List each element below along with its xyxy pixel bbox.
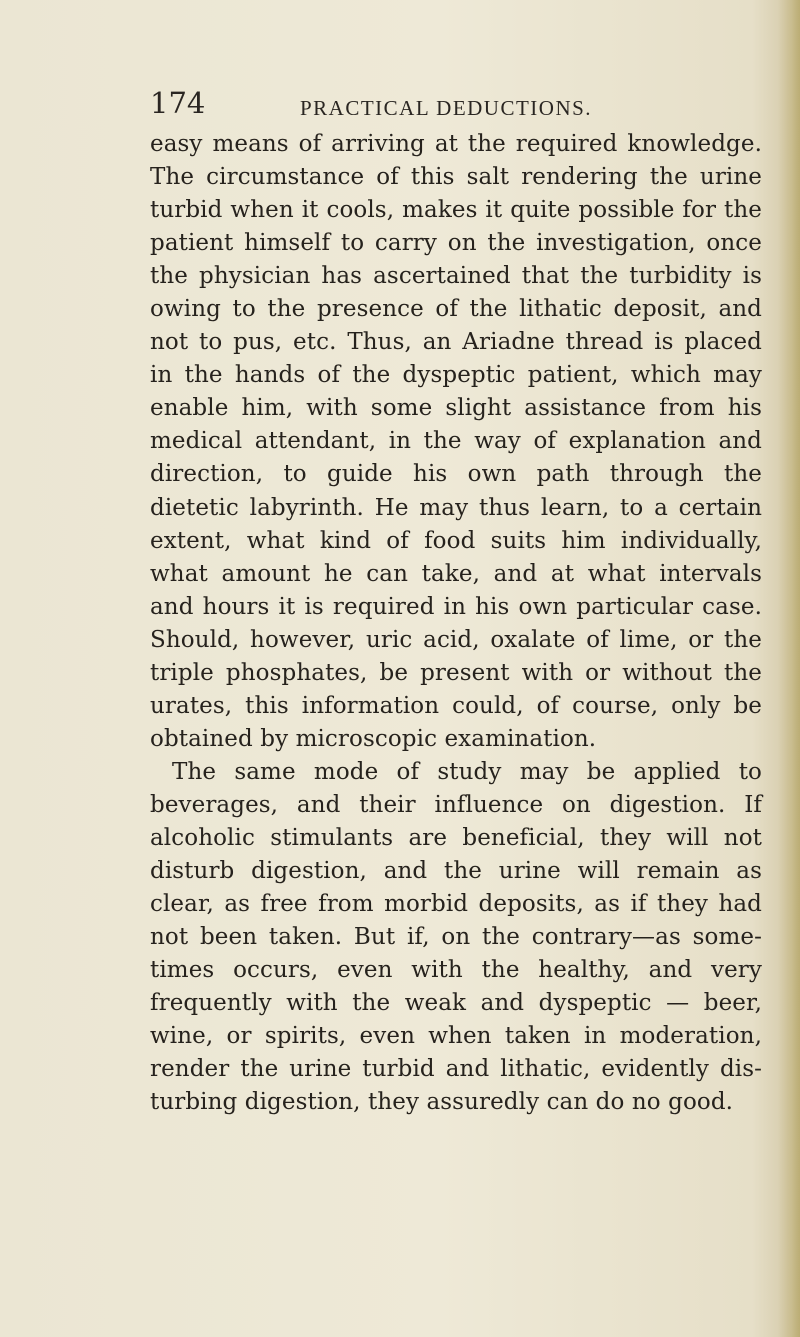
page-edge-shadow [778, 0, 800, 1337]
text-line: beverages, and their influence on digestion. If [150, 791, 762, 818]
text-line: enable him, with some slight assistance from his [150, 395, 762, 422]
text-line: easy means of arriving at the required knowledge. [150, 131, 762, 157]
text-line: disturb digestion, and the urine will remain as [150, 858, 762, 885]
text-line: frequently with the weak and dyspeptic — beer, [150, 990, 762, 1017]
text-line: The circumstance of this salt rendering the urine [150, 164, 762, 191]
text-line: the physician has ascertained that the turbidity is [150, 263, 762, 290]
text-line: owing to the presence of the lithatic deposit, and [150, 296, 762, 323]
text-line: triple phosphates, be present with or without the [150, 659, 762, 686]
text-line: what amount he can take, and at what intervals [150, 560, 762, 587]
text-line: dietetic labyrinth. He may thus learn, to a certain [150, 494, 762, 521]
text-line: direction, to guide his own path through the [150, 461, 762, 488]
text-line: patient himself to carry on the investigation, once [150, 230, 762, 257]
text-line: Should, however, uric acid, oxalate of lime, or the [150, 626, 762, 653]
text-line: medical attendant, in the way of explanation and [150, 428, 762, 455]
text-line: wine, or spirits, even when taken in moderation, [150, 1023, 762, 1050]
text-line: turbid when it cools, makes it quite possible for the [150, 197, 762, 224]
page-number: 174 [150, 86, 206, 120]
text-line: obtained by microscopic examination. [150, 725, 597, 752]
text-line: and hours it is required in his own particular case. [150, 593, 762, 620]
text-line: not been taken. But if, on the contrary—as some- [150, 924, 762, 951]
text-line: extent, what kind of food suits him individually, [150, 527, 762, 554]
text-line: in the hands of the dyspeptic patient, which may [150, 362, 762, 389]
text-line: turbing digestion, they assuredly can do no good. [150, 1089, 734, 1116]
text-line: not to pus, etc. Thus, an Ariadne thread is placed [150, 329, 762, 356]
body-text [150, 128, 762, 1119]
text-line: urates, this information could, of course, only be [150, 692, 762, 719]
running-head: PRACTICAL DEDUCTIONS. [300, 96, 593, 120]
text-line: times occurs, even with the healthy, and very [150, 957, 762, 984]
text-line: alcoholic stimulants are beneficial, they will not [150, 824, 762, 851]
text-line: render the urine turbid and lithatic, evidently dis- [150, 1056, 762, 1083]
text-line: clear, as free from morbid deposits, as if they had [150, 891, 762, 918]
text-line: The same mode of study may be applied to [172, 758, 762, 785]
page-header [0, 86, 800, 126]
